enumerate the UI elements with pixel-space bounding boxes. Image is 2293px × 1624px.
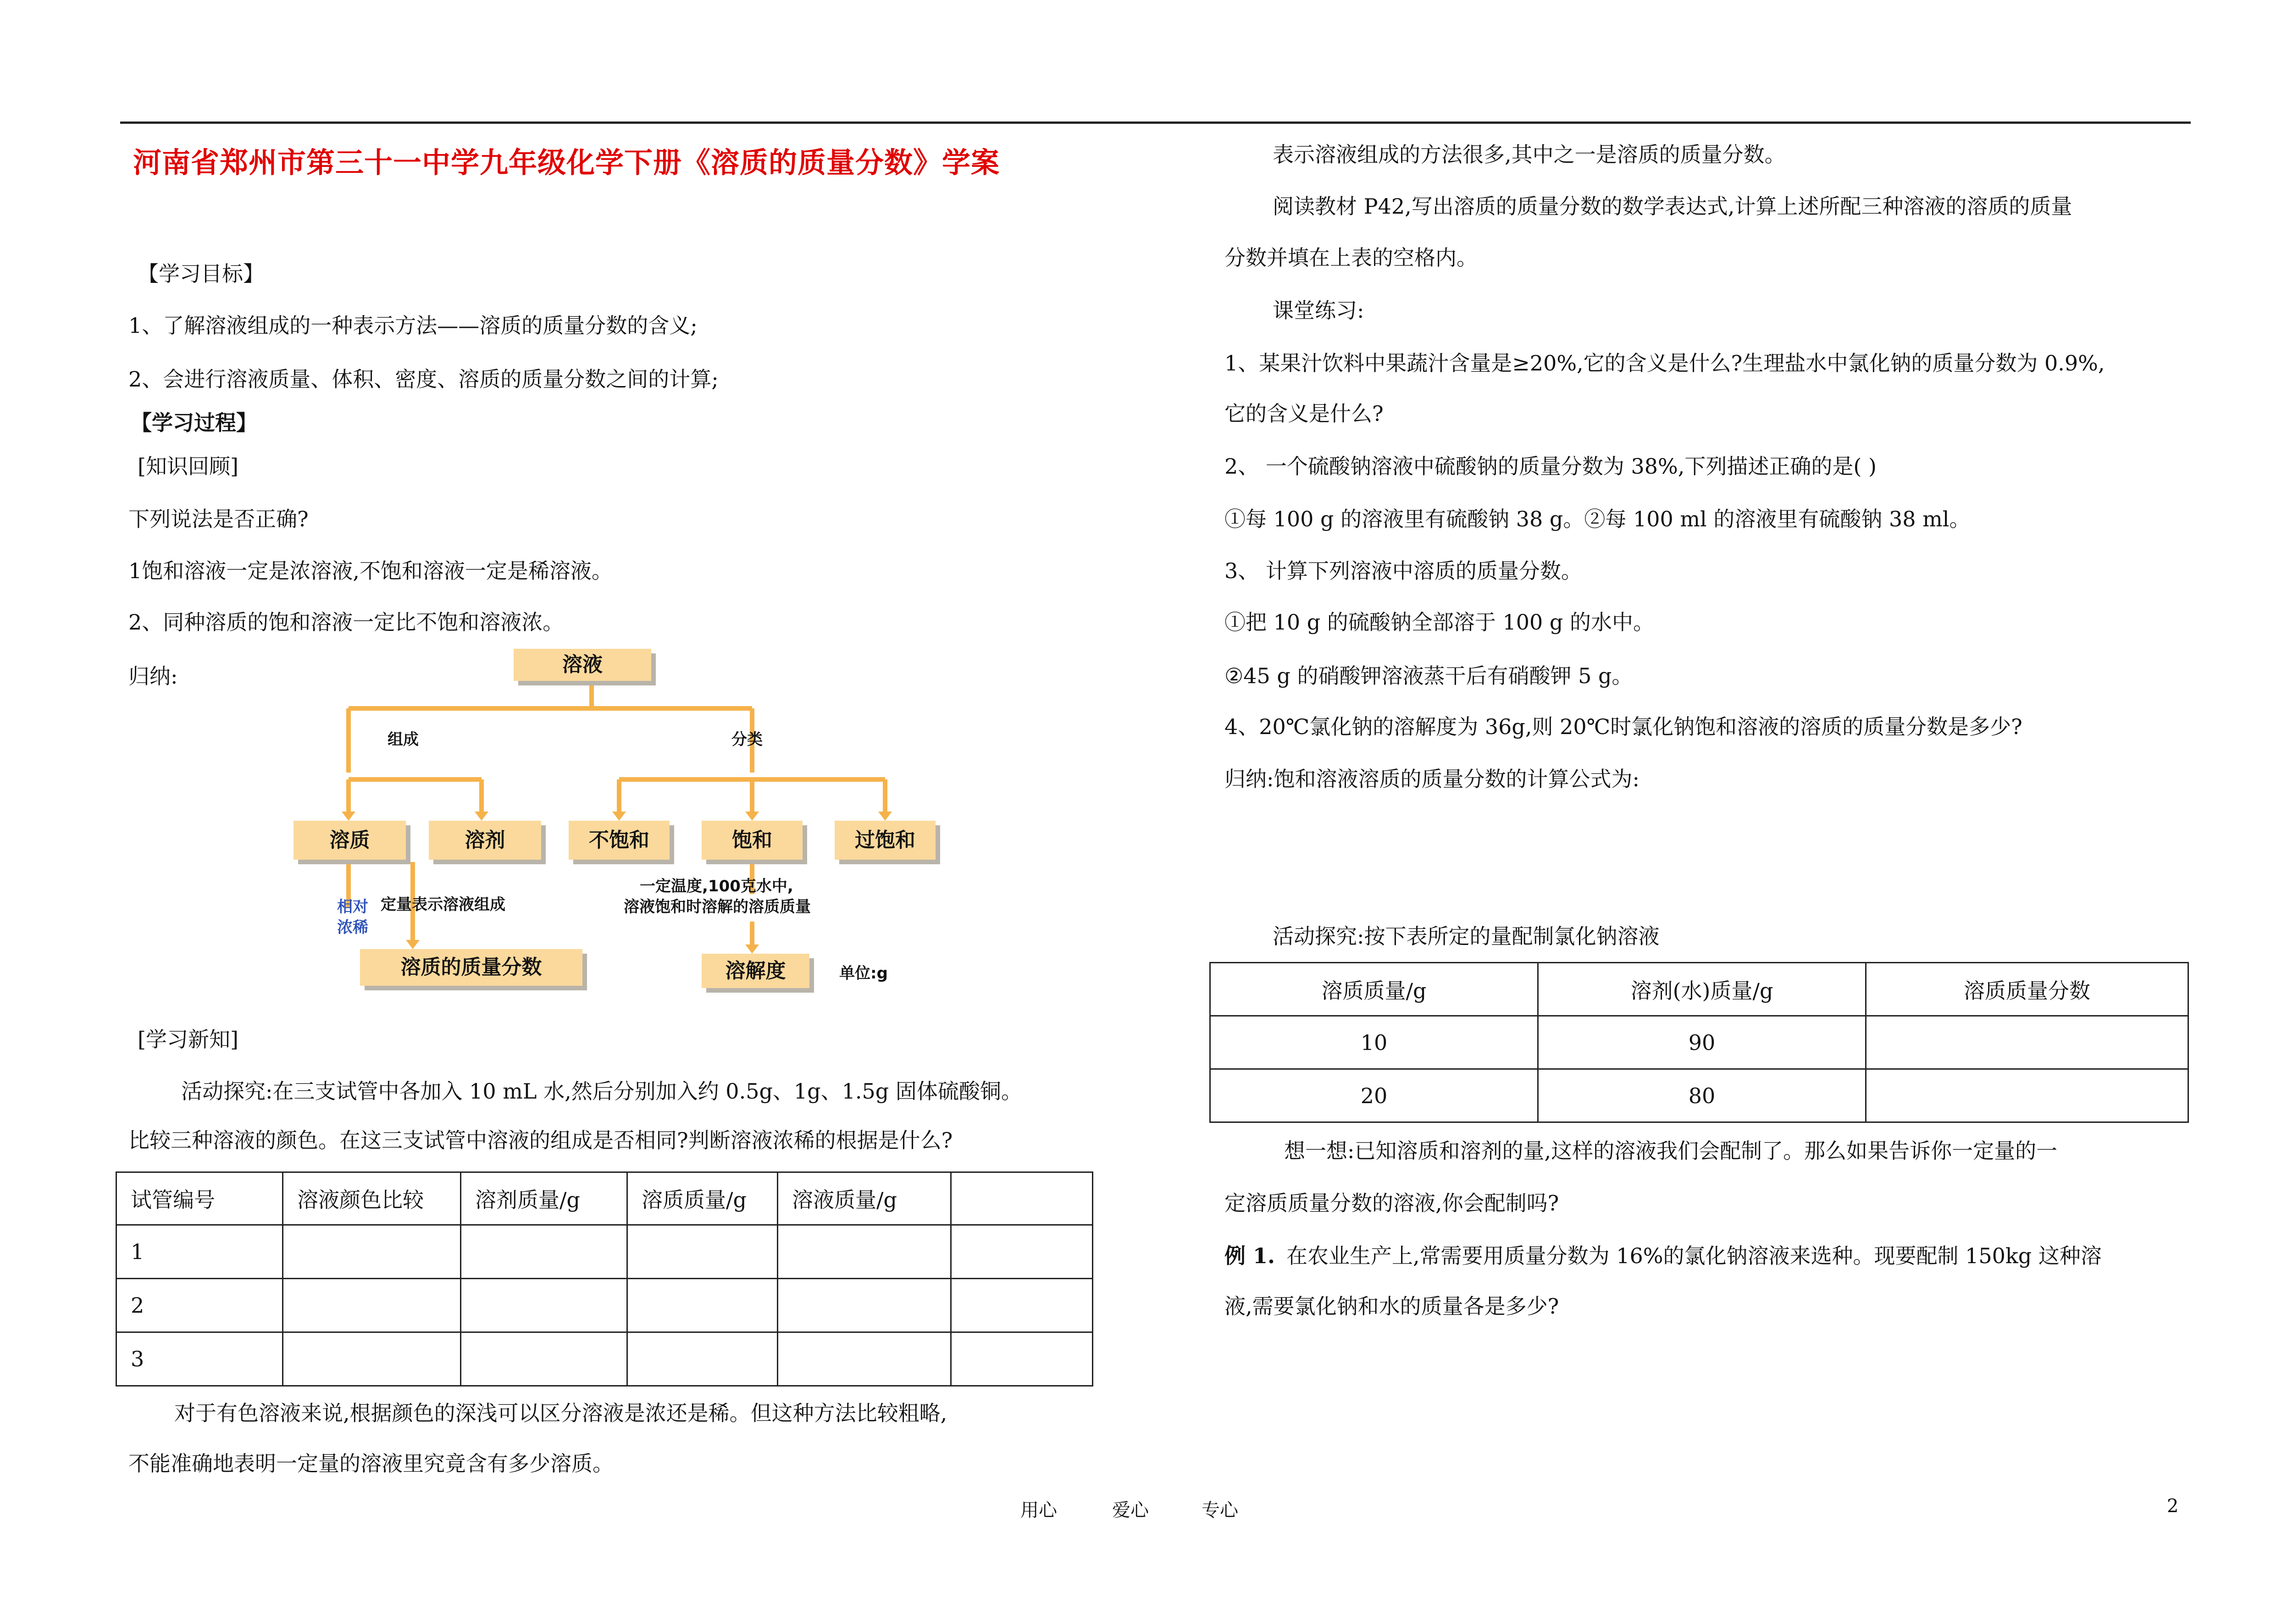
table-row — [116, 1279, 1093, 1332]
table-cell: 20 — [1210, 1069, 1538, 1122]
label-condition-2: 溶液饱和时溶解的溶质质量 — [624, 898, 811, 916]
node-saturated: 饱和 — [702, 821, 803, 860]
process-heading: 【学习过程】 — [131, 410, 257, 435]
test-tube-table — [116, 1171, 1093, 1386]
label-composition: 组成 — [388, 730, 419, 749]
table-cell — [627, 1279, 778, 1332]
table-cell — [461, 1332, 627, 1386]
table-cell — [1866, 1069, 2188, 1122]
question-2: 2、 一个硫酸钠溶液中硫酸钠的质量分数为 38%,下列描述正确的是( ) — [1224, 454, 1877, 479]
goals-heading: 【学习目标】 — [138, 261, 264, 286]
new-knowledge-heading: [学习新知] — [138, 1027, 238, 1052]
label-classification: 分类 — [731, 730, 763, 749]
table-header-row — [116, 1172, 1093, 1225]
table-header-row — [1210, 963, 2188, 1016]
review-heading: [知识回顾] — [138, 454, 238, 479]
node-unsaturated: 不饱和 — [569, 821, 670, 860]
read-instruction-1: 阅读教材 P42,写出溶质的质量分数的数学表达式,计算上述所配三种溶液的溶质的质量 — [1273, 194, 2072, 219]
nacl-table — [1209, 962, 2189, 1123]
node-solute: 溶质 — [294, 821, 406, 860]
footer-text-1: 用心 — [1020, 1500, 1057, 1521]
think-line-2: 定溶质质量分数的溶液,你会配制吗? — [1224, 1191, 1559, 1215]
node-mass-fraction: 溶质的质量分数 — [360, 949, 582, 986]
question-3-b: ②45 g 的硝酸钾溶液蒸干后有硝酸钾 5 g。 — [1224, 663, 1633, 688]
table-header-cell: 溶剂(水)质量/g — [1538, 963, 1866, 1016]
table-header-cell: 溶液质量/g — [778, 1172, 951, 1225]
node-supersaturated: 过饱和 — [835, 821, 936, 860]
question-1-line-1: 1、某果汁饮料中果蔬汁含量是≥20%,它的含义是什么?生理盐水中氯化钠的质量分数为 0.9%, — [1224, 351, 2105, 376]
table-cell: 1 — [116, 1225, 283, 1279]
question-1-line-2: 它的含义是什么? — [1224, 401, 1384, 426]
table-cell: 10 — [1210, 1016, 1538, 1069]
practice-heading: 课堂练习: — [1273, 298, 1364, 323]
table-cell — [283, 1279, 461, 1332]
table-cell — [951, 1279, 1093, 1332]
table-cell — [778, 1225, 951, 1279]
paragraph-line-1: 对于有色溶液来说,根据颜色的深浅可以区分溶液是浓还是稀。但这种方法比较粗略, — [174, 1401, 947, 1425]
table-row — [1210, 1016, 2188, 1069]
table-cell — [951, 1225, 1093, 1279]
table-cell: 80 — [1538, 1069, 1866, 1122]
table-cell — [951, 1332, 1093, 1386]
activity-1-line-1: 活动探究:在三支试管中各加入 10 mL 水,然后分别加入约 0.5g、1g、1.5g 固体硫酸铜。 — [181, 1079, 1022, 1104]
table-row — [116, 1332, 1093, 1386]
table-cell — [778, 1279, 951, 1332]
table-header-cell: 试管编号 — [116, 1172, 283, 1225]
table-cell — [283, 1332, 461, 1386]
table-cell — [461, 1225, 627, 1279]
node-solution: 溶液 — [514, 649, 651, 681]
table-cell: 90 — [1538, 1016, 1866, 1069]
table-cell — [1866, 1016, 2188, 1069]
label-relative: 相对 — [337, 898, 368, 916]
table-cell — [283, 1225, 461, 1279]
question-3-a: ①把 10 g 的硫酸钠全部溶于 100 g 的水中。 — [1224, 610, 1654, 635]
table-row — [116, 1225, 1093, 1279]
page-number: 2 — [2167, 1496, 2179, 1517]
intro-text: 表示溶液组成的方法很多,其中之一是溶质的质量分数。 — [1273, 142, 1786, 167]
table-cell — [461, 1279, 627, 1332]
table-cell — [778, 1332, 951, 1386]
think-line-1: 想一想:已知溶质和溶剂的量,这样的溶液我们会配制了。那么如果告诉你一定量的一 — [1284, 1138, 2058, 1163]
label-unit: 单位:g — [839, 964, 888, 983]
question-3: 3、 计算下列溶液中溶质的质量分数。 — [1224, 558, 1582, 583]
table-row — [1210, 1069, 2188, 1122]
activity-1-line-2: 比较三种溶液的颜色。在这三支试管中溶液的组成是否相同?判断溶液浓稀的根据是什么? — [128, 1128, 953, 1153]
table-header-cell — [951, 1172, 1093, 1225]
table-header-cell: 溶液颜色比较 — [283, 1172, 461, 1225]
summary-label: 归纳: — [128, 664, 178, 689]
paragraph-line-2: 不能准确地表明一定量的溶液里究竟含有多少溶质。 — [128, 1451, 614, 1476]
node-solvent: 溶剂 — [429, 821, 541, 860]
table-header-cell: 溶剂质量/g — [461, 1172, 627, 1225]
table-cell: 2 — [116, 1279, 283, 1332]
summary-formula: 归纳:饱和溶液溶质的质量分数的计算公式为: — [1224, 767, 1639, 791]
node-solubility: 溶解度 — [702, 954, 809, 988]
review-item-2: 2、同种溶质的饱和溶液一定比不饱和溶液浓。 — [128, 610, 564, 635]
footer-text-2: 爱心 — [1112, 1500, 1149, 1521]
label-condition-1: 一定温度,100克水中, — [640, 877, 793, 895]
example-label: 例 1. — [1224, 1243, 1275, 1268]
table-cell — [627, 1225, 778, 1279]
review-item-1: 1饱和溶液一定是浓溶液,不饱和溶液一定是稀溶液。 — [128, 558, 613, 583]
table-cell — [627, 1332, 778, 1386]
label-quantitative: 定量表示溶液组成 — [381, 895, 505, 914]
example-line-1: 在农业生产上,常需要用质量分数为 16%的氯化钠溶液来选种。现要配制 150kg 这种溶 — [1286, 1243, 2102, 1268]
table-cell: 3 — [116, 1332, 283, 1386]
review-question: 下列说法是否正确? — [128, 507, 309, 531]
table-header-cell: 溶质质量/g — [627, 1172, 778, 1225]
example-line-2: 液,需要氯化钠和水的质量各是多少? — [1224, 1294, 1559, 1319]
goal-2: 2、会进行溶液质量、体积、密度、溶质的质量分数之间的计算; — [128, 367, 719, 392]
question-2-options: ①每 100 g 的溶液里有硫酸钠 38 g。②每 100 ml 的溶液里有硫酸钠 38 ml。 — [1224, 507, 1971, 531]
table-header-cell: 溶质质量/g — [1210, 963, 1538, 1016]
read-instruction-2: 分数并填在上表的空格内。 — [1224, 245, 1478, 270]
label-concentration: 浓稀 — [337, 918, 368, 937]
footer-text-3: 专心 — [1202, 1500, 1238, 1521]
activity-2-title: 活动探究:按下表所定的量配制氯化钠溶液 — [1273, 924, 1660, 949]
question-4: 4、20℃氯化钠的溶解度为 36g,则 20℃时氯化钠饱和溶液的溶质的质量分数是多少? — [1224, 714, 2022, 739]
goal-1: 1、了解溶液组成的一种表示方法——溶质的质量分数的含义; — [128, 313, 698, 338]
page-title: 河南省郑州市第三十一中学九年级化学下册《溶质的质量分数》学案 — [133, 146, 1000, 179]
table-header-cell: 溶质质量分数 — [1866, 963, 2188, 1016]
